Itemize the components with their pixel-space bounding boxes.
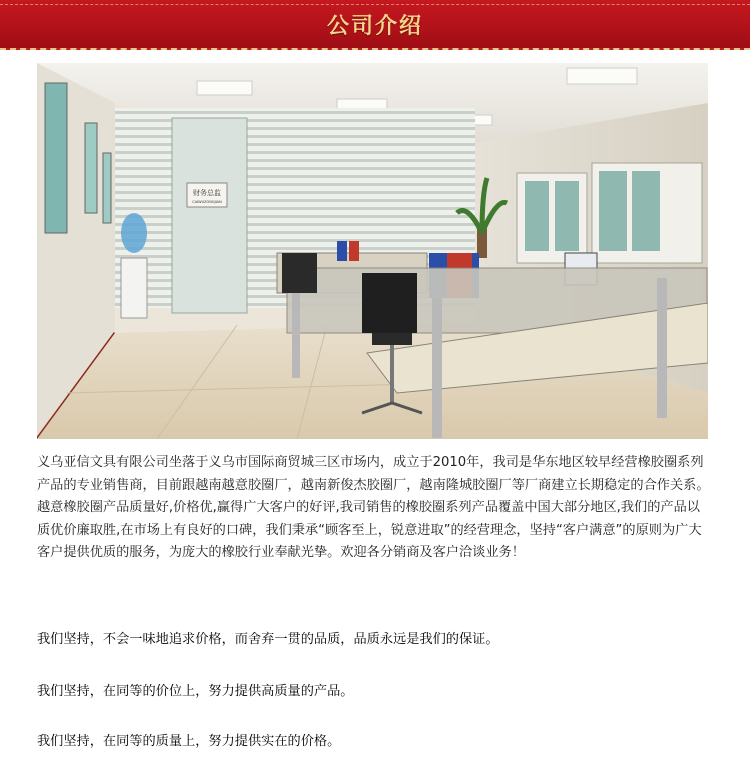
door-sign-subtext: CAIWUZONGJIAN xyxy=(192,200,222,204)
commitment-statement-3: 我们坚持，在同等的质量上，努力提供实在的价格。 xyxy=(37,734,341,749)
intro-paragraph: 义乌亚信文具有限公司坐落于义乌市国际商贸城三区市场内，成立于2010年，我司是华东地区较早经营橡胶圈系列产品的专业销售商，目前跟越南越意胶圈厂，越南新俊杰胶圈厂，越南隆城胶圈厂等厂商建立长期稳定的合作关系。越意橡胶圈产品质量好,价格优,赢得广大客户的好评,我司销售的橡胶圈系列产品覆盖中国大部分地区,我们的产品以质优价廉取胜,在市场上有良好的口碑，我们秉承“顾客至上，锐意进取”的经营理念，坚持“客户满意”的原则为广大客户提供优质的服务，为庞大的橡胶行业奉献光挚。欢迎各分销商及客户洽谈业务！ xyxy=(37,455,710,560)
section-header xyxy=(0,0,750,50)
office-photo xyxy=(37,63,708,439)
header-stitch-line xyxy=(0,4,750,5)
company-intro xyxy=(37,452,713,565)
commitment-statement-2: 我们坚持，在同等的价位上，努力提供高质量的产品。 xyxy=(37,684,354,699)
commitment-statement-1: 我们坚持，不会一味地追求价格，而舍弃一贯的品质，品质永远是我们的保证。 xyxy=(37,632,499,647)
door-sign-text: 财务总监 xyxy=(193,189,221,197)
section-title: 公司介绍 xyxy=(326,14,423,39)
